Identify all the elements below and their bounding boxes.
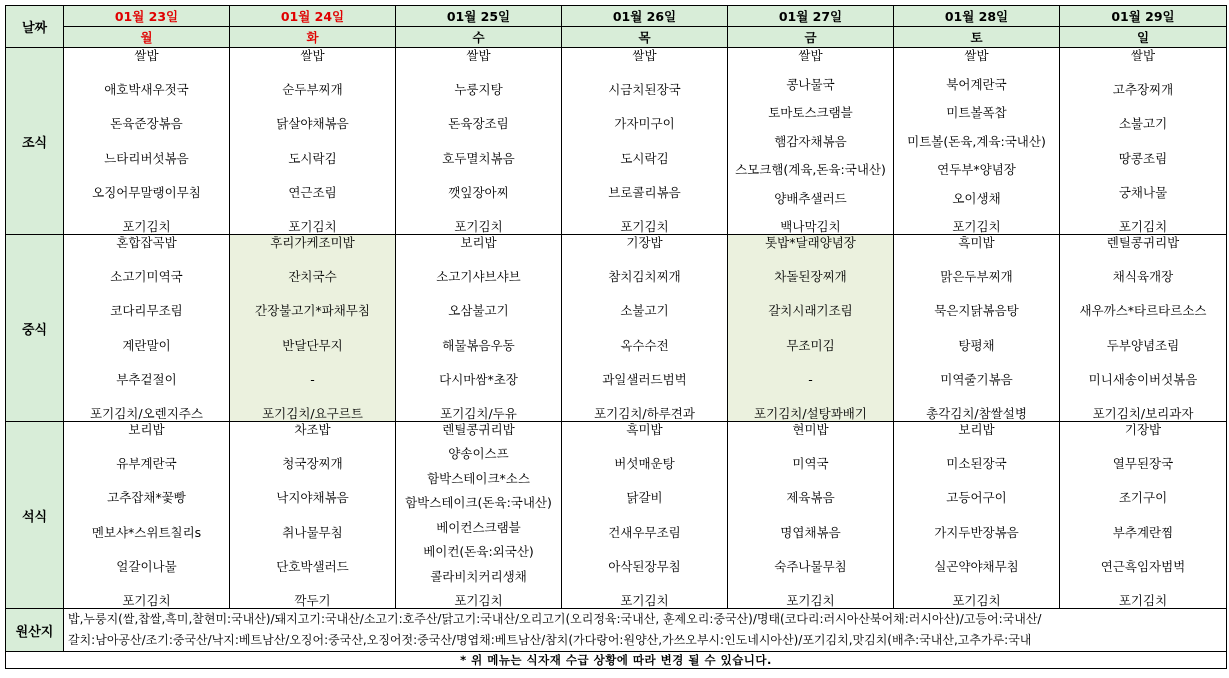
menu-item: 콜라비치커리생채 [430, 569, 527, 584]
menu-item: 다시마쌈*초장 [439, 372, 518, 387]
menu-cell [64, 48, 230, 235]
menu-item: 함박스테이크(돈육:국내산) [405, 496, 552, 511]
menu-item: 미소된장국 [946, 457, 1007, 472]
menu-item: 소고기미역국 [110, 270, 183, 285]
menu-cell [230, 235, 396, 422]
menu-item: 차조밥 [294, 423, 331, 437]
menu-item: 미역국 [792, 457, 829, 472]
menu-item: 호두멸치볶음 [442, 151, 515, 166]
menu-cell [1060, 422, 1227, 609]
weekday-header-cell: 금 [728, 27, 894, 48]
menu-item: 궁채나물 [1118, 185, 1168, 200]
weekday-header-cell: 목 [562, 27, 728, 48]
menu-item: 멘보샤*스위트칠리s [91, 525, 202, 540]
menu-item: 코다리무조림 [110, 304, 183, 319]
menu-item: 순두부찌개 [282, 83, 343, 98]
menu-item: 해물볶음우동 [442, 338, 515, 353]
menu-item: 쌀밥 [300, 49, 325, 63]
date-header-cell: 01월 25일 [396, 6, 562, 27]
menu-item: 가지두반장볶음 [934, 525, 1019, 540]
menu-item: 닭갈비 [626, 491, 663, 506]
menu-item: 가자미구이 [614, 117, 675, 132]
menu-item: 포기김치 [122, 593, 171, 608]
date-header-cell: 01월 27일 [728, 6, 894, 27]
menu-cell [64, 422, 230, 609]
lunch-row [6, 235, 1227, 422]
menu-item: 쌀밥 [798, 49, 823, 63]
menu-item: 미니새송이버섯볶음 [1088, 372, 1198, 387]
menu-cell [230, 48, 396, 235]
menu-item: 포기김치 [786, 593, 835, 608]
menu-item: 베이컨(돈육:외국산) [423, 545, 534, 560]
menu-item: 양배추샐러드 [774, 191, 847, 206]
menu-cell [562, 235, 728, 422]
menu-item: 오삼불고기 [448, 304, 509, 319]
menu-item: 고추장찌개 [1112, 83, 1174, 98]
menu-item: 렌틸콩귀리밥 [442, 423, 515, 437]
menu-item: 느타리버섯볶음 [104, 151, 189, 166]
menu-item: 유부계란국 [116, 457, 177, 472]
menu-cell [562, 422, 728, 609]
weekday-header-cell: 일 [1060, 27, 1227, 48]
menu-item: - [808, 372, 813, 387]
menu-item: 베이컨스크램블 [436, 520, 521, 535]
menu-item: 포기김치/두유 [440, 406, 517, 421]
menu-item: 반달단무지 [282, 338, 343, 353]
menu-item: 포기김치 [952, 220, 1001, 234]
menu-item: 스모크햄(계육,돈육:국내산) [735, 163, 886, 177]
menu-item: 깻잎장아찌 [448, 185, 509, 200]
menu-item: 쌀밥 [632, 49, 657, 63]
menu-item: 돈육장조림 [448, 117, 509, 132]
menu-cell [396, 48, 562, 235]
menu-item: 미트볼폭찹 [946, 106, 1007, 120]
menu-cell [728, 422, 894, 609]
menu-item: 백나막김치 [780, 220, 841, 234]
menu-item: 톳밥*달래양념장 [765, 236, 856, 250]
menu-cell [894, 235, 1060, 422]
weekly-menu-table [5, 5, 1227, 669]
menu-item: 보리밥 [958, 423, 995, 437]
breakfast-row [6, 48, 1227, 235]
menu-item: 깍두기 [294, 593, 331, 608]
menu-item: 쌀밥 [134, 49, 159, 63]
menu-item: 토마토스크램블 [768, 106, 853, 120]
menu-item: 흑미밥 [626, 423, 663, 437]
menu-item: 도시락김 [288, 151, 337, 166]
menu-cell [562, 48, 728, 235]
weekday-header-cell: 화 [230, 27, 396, 48]
menu-item: 조기구이 [1118, 491, 1168, 506]
menu-item: 연근조림 [288, 185, 337, 200]
date-header-cell: 01월 24일 [230, 6, 396, 27]
menu-item: 오징어무말랭이무침 [92, 185, 201, 200]
menu-item: 갈치시래기조림 [768, 304, 853, 319]
date-header-cell: 01월 23일 [64, 6, 230, 27]
menu-item: 포기김치 [288, 219, 337, 234]
menu-item: 채식육개장 [1112, 270, 1174, 285]
menu-item: 버섯매운탕 [614, 457, 675, 472]
dinner-row [6, 422, 1227, 609]
menu-item: 실곤약야채무침 [934, 559, 1019, 574]
menu-item: 잔치국수 [288, 270, 337, 285]
origin-label: 원산지 [6, 609, 64, 652]
menu-item: 낙지야채볶음 [276, 491, 349, 506]
menu-item: 포기김치/하루견과 [594, 406, 695, 421]
menu-item: 흑미밥 [958, 236, 995, 250]
menu-item: 포기김치 [952, 593, 1001, 608]
menu-item: 포기김치/요구르트 [262, 406, 363, 421]
menu-item: 과일샐러드범벅 [602, 372, 687, 387]
menu-item: 닭살야채볶음 [276, 117, 349, 132]
menu-item: 현미밥 [792, 423, 829, 437]
menu-item: 포기김치/보리과자 [1092, 406, 1194, 421]
menu-cell [1060, 235, 1227, 422]
menu-item: 총각김치/참쌀설병 [926, 406, 1027, 421]
menu-item: 포기김치 [454, 593, 503, 608]
menu-item: 포기김치 [1118, 593, 1168, 608]
menu-item: 두부양념조림 [1106, 338, 1180, 353]
menu-cell [1060, 48, 1227, 235]
menu-item: 무조미김 [786, 338, 835, 353]
menu-item: 북어계란국 [946, 77, 1007, 92]
menu-item: 차돌된장찌개 [774, 270, 847, 285]
menu-item: 단호박샐러드 [276, 559, 349, 574]
menu-item: 포기김치 [620, 219, 669, 234]
menu-item: 쌀밥 [964, 49, 989, 63]
menu-item: 애호박새우젓국 [104, 83, 189, 98]
menu-item: 제육볶음 [786, 491, 835, 506]
date-header-label: 날짜 [6, 6, 64, 48]
menu-item: 포기김치 [122, 219, 171, 234]
menu-item: - [310, 372, 315, 387]
menu-item: 탕평채 [958, 338, 995, 353]
menu-item: 명엽채볶음 [780, 525, 841, 540]
menu-item: 포기김치 [620, 593, 669, 608]
menu-item: 미트볼(돈육,계육:국내산) [907, 134, 1046, 149]
menu-item: 포기김치/설탕꽈배기 [754, 406, 867, 421]
menu-item: 포기김치 [454, 219, 503, 234]
menu-item: 건새우무조림 [608, 525, 681, 540]
menu-item: 포기김치 [1118, 219, 1168, 234]
weekday-header-cell: 월 [64, 27, 230, 48]
menu-cell [894, 48, 1060, 235]
menu-item: 렌틸콩귀리밥 [1106, 236, 1180, 250]
menu-item: 보리밥 [460, 236, 497, 250]
menu-cell [396, 235, 562, 422]
weekday-header-cell: 토 [894, 27, 1060, 48]
menu-item: 소고기샤브샤브 [436, 270, 521, 285]
menu-item: 시금치된장국 [608, 83, 681, 98]
menu-item: 간장불고기*파채무침 [255, 304, 370, 319]
menu-item: 보리밥 [128, 423, 165, 437]
menu-item: 쌀밥 [466, 49, 491, 63]
menu-item: 쌀밥 [1130, 49, 1156, 63]
menu-item: 부추계란찜 [1112, 525, 1174, 540]
menu-item: 맑은두부찌개 [940, 270, 1013, 285]
menu-item: 도시락김 [620, 151, 669, 166]
origin-info [64, 609, 1227, 652]
menu-cell [230, 422, 396, 609]
menu-item: 소불고기 [620, 304, 669, 319]
meal-label: 조식 [6, 48, 64, 235]
menu-item: 숙주나물무침 [774, 559, 847, 574]
menu-cell [728, 235, 894, 422]
menu-item: 땅콩조림 [1118, 151, 1168, 166]
menu-item: 콩나물국 [786, 77, 835, 92]
menu-item: 포기김치/오렌지주스 [90, 406, 203, 421]
menu-item: 함박스테이크*소스 [427, 471, 530, 486]
menu-item: 취나물무침 [282, 525, 343, 540]
menu-cell [396, 422, 562, 609]
menu-item: 양송이스프 [448, 447, 509, 462]
menu-item: 열무된장국 [1112, 457, 1174, 472]
menu-item: 돈육준장볶음 [110, 117, 183, 132]
menu-item: 묵은지닭볶음탕 [934, 304, 1019, 319]
menu-item: 누룽지탕 [454, 83, 503, 98]
date-header-cell: 01월 28일 [894, 6, 1060, 27]
date-header-cell: 01월 26일 [562, 6, 728, 27]
meal-label: 중식 [6, 235, 64, 422]
menu-item: 청국장찌개 [282, 457, 343, 472]
menu-item: 연두부*양념장 [937, 163, 1016, 177]
change-notice: * 위 메뉴는 식자재 수급 상황에 따라 변경 될 수 있습니다. [6, 652, 1227, 669]
menu-item: 부추겉절이 [116, 372, 177, 387]
origin-line: 밥,누룽지(쌀,찹쌀,흑미,찰현미:국내산)/돼지고기:국내산/소고기:호주산/닭고기:국내산/오리고기(오리정육:국내산, 훈제오리:중국산)/명태(코다리:러시아산북어채:러시아산)/고등어:국내산/ [68, 612, 1042, 626]
menu-item: 고추잡채*꽃빵 [107, 491, 186, 506]
menu-item: 고등어구이 [946, 491, 1007, 506]
menu-item: 계란말이 [122, 338, 171, 353]
menu-cell [894, 422, 1060, 609]
menu-item: 연근흑임자범벅 [1100, 559, 1186, 574]
menu-item: 옥수수전 [620, 338, 669, 353]
menu-item: 미역줄기볶음 [940, 372, 1013, 387]
menu-item: 아삭된장무침 [608, 559, 681, 574]
menu-item: 오이생채 [952, 191, 1001, 206]
date-header-cell: 01월 29일 [1060, 6, 1227, 27]
menu-item: 참치김치찌개 [608, 270, 681, 285]
menu-item: 기장밥 [626, 236, 663, 250]
menu-item: 햄감자채볶음 [774, 134, 847, 149]
weekday-header-cell: 수 [396, 27, 562, 48]
menu-cell [728, 48, 894, 235]
origin-line: 갈치:남아공산/조기:중국산/낙지:베트남산/오징어:중국산,오징어젓:중국산/명엽채:베트남산/참치(가다랑어:원양산,가쓰오부시:인도네시아산)/포기김치,맛김치(배추:국내산,고추가루:국내 [68, 633, 1032, 647]
menu-item: 후리가케조미밥 [270, 236, 355, 250]
menu-item: 브로콜리볶음 [608, 185, 681, 200]
menu-cell [64, 235, 230, 422]
menu-item: 기장밥 [1124, 423, 1162, 437]
menu-item: 혼합잡곡밥 [116, 236, 177, 250]
menu-item: 소불고기 [1118, 117, 1168, 132]
menu-item: 새우까스*타르타르소스 [1079, 304, 1207, 319]
menu-item: 얼갈이나물 [116, 559, 177, 574]
meal-label: 석식 [6, 422, 64, 609]
